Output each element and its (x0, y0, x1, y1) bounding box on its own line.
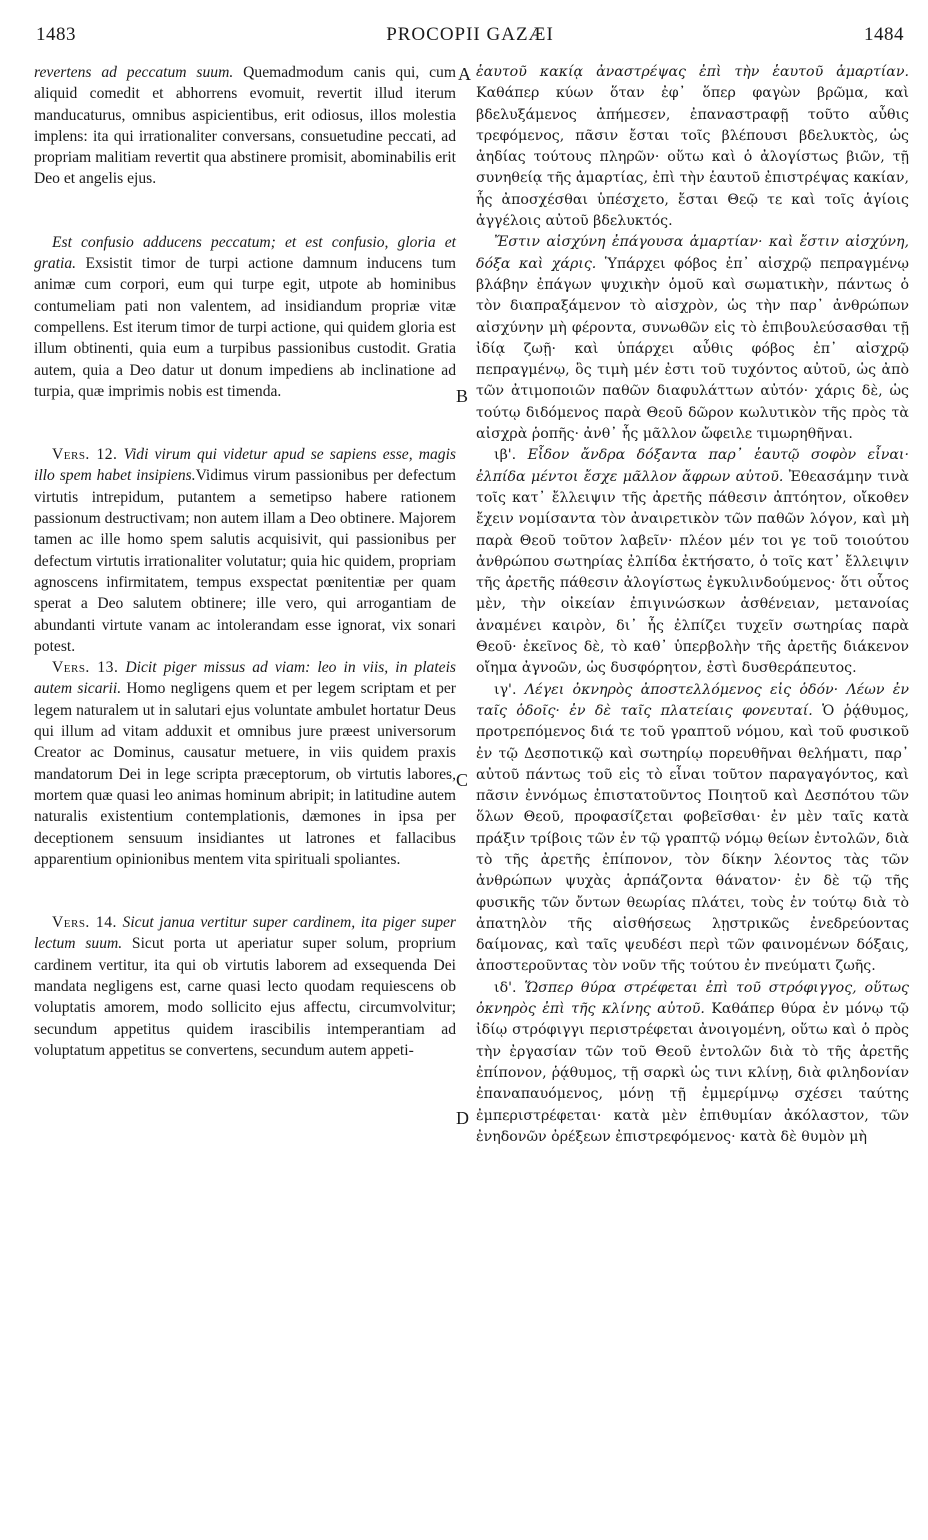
latin-text-1: Quemadmodum canis qui, cum aliquid comedit et abhorrens evomuit, revertit illud iterum manducaturus, omnibus aspicientibus, erit odiosus, illos molestia implens: ita qui irrationaliter conversans, consuetudine peccati, ad propriam malitiam revertit qua abstinere promisit, abominabilis erit Deo et angelis ejus. (34, 64, 456, 188)
greek-text-1: Καθάπερ κύων ὅταν ἐφ᾽ ὅπερ φαγὼν βρῶμα, καὶ βδελυξάμενος ἀπήμεσεν, ἐπαναστραφῇ τοῦτο αὖθις τρεφόμενος, πᾶσιν ἔσται τοῖς βλέπουσι βδελυκτὸς, ὡς ἀηδίας τούτους πληρῶν· οὕτω καὶ ὁ ἀλογίστως βιῶν, τῇ συνηθείᾳ τῆς ἁμαρτίας, ἐπὶ τὴν ἑαυτοῦ ἐπιστρέψας κακίαν, ἧς ἀποσχέσθαι ὑπέσχετο, ἔσται Θεῷ τε καὶ τοῖς ἁγίοις ἀγγέλοις αὐτοῦ βδελυκτός. (476, 85, 909, 230)
page-header (30, 8, 910, 44)
greek-paragraph-1 (476, 62, 909, 232)
greek-verse-label-14: ιδ'. (494, 979, 517, 996)
latin-text-12: Vidimus virum passionibus per defectum virtutis intrepidum, putantem a semetipso habere rationem passionum destructivam; non autem illam a Deo obtinere. Majorem tamen ac ille homo spem salutis acquisivit, qui passionibus per defectum virtutis irrationaliter volutatur; quia hic quidem, propriam agnoscens infirmitatem, tempus exspectat pœnitentiæ per quam sperat a Deo salutem obtinere; ille vero, qui arrogantiam de abundanti virtute vanam ac intolerandam esse ignorat, vix sonari potest. (34, 467, 456, 655)
latin-lemma-13: Dicit piger missus ad viam: leo in viis, in plateis autem sicarii. (34, 659, 456, 698)
margin-marker-b: B (456, 386, 469, 406)
latin-verse-13 (34, 657, 456, 870)
latin-lemma-14: Sicut janua vertitur super cardinem, ita piger super lectum suum. (34, 914, 456, 953)
latin-text-13: Homo negligens quem et per legem scriptam et per legem naturalem ut in salutari ejus voluntate ambulet hortatur Deus qui illum ad vitam adduxit et omnibus jure præest universorum Creator ac Dominus, causatur metuere, in viis quidem praxis mandatorum Dei in lege scripta præceptorum, ob virtutis labores, mortem quæ quasi leo animas hominum abripit; in latitudine autem naturalis existentium contemplationis, dæmones in ipsa per deceptionem sensuum insidiantes ut latrones et fallacibus apparentium opinionibus mentem vita spirituali spoliantes. (34, 680, 456, 868)
latin-lemma-12: Vidi virum qui videtur apud se sapiens esse, magis illo spem habet insipiens. (34, 446, 456, 485)
greek-lemma-13: Λέγει ὀκνηρὸς ἀποστελλόμενος εἰς ὁδόν· Λέων ἐν ταῖς ὁδοῖς· ἐν δὲ ταῖς πλατείαις φονευταί. (476, 681, 910, 719)
latin-text-14: Sicut porta ut aperiatur super solum, proprium cardinem vertitur, ita qui ob virtutis laborem ad exsequenda Dei mandata negligens est, carne quasi lecto quodam requiescens ob voluptatis amorem, modo sollicito ejus affectu, circumvolvitur; secundum appetitus quidem irascibilis intemperantiam ad voluptatum appetitus se convertens, secundum autem appeti- (34, 935, 456, 1059)
greek-text-14: Καθάπερ θύρα ἐν μόνῳ τῷ ἰδίῳ στρόφιγγι περιστρέφεται ἀνοιγομένη, οὕτω καὶ ὁ πρὸς τὴν ἐργασίαν τῶν τοῦ Θεοῦ ἐντολῶν διὰ τὸ τῆς ἀρετῆς ἐπίπονον, ῥᾴθυμος, τῇ σαρκὶ ὡς τινι κλίνῃ, διὰ φιληδονίαν ἐπαναπαυόμενος, μόνῃ τῇ ἐμμερίμνῳ σχέσει ταύτης ἐμπεριστρέφεται· κατὰ μὲν ἐπιθυμίαν ἀκόλαστον, τῶν ἐνηδονῶν ὀρέξεων ἐπιστρεφόμενος· κατὰ δὲ θυμὸν μὴ (476, 1001, 909, 1145)
page-number-left: 1483 (36, 24, 76, 45)
greek-verse-13 (476, 680, 909, 978)
greek-verse-label-13: ιγ'. (494, 681, 517, 698)
running-title: PROCOPII GAZÆI (386, 24, 554, 45)
greek-lemma-2: Ἔστιν αἰσχύνη ἐπάγουσα ἁμαρτίαν· καὶ ἔστιν αἰσχύνη, δόξα καὶ χάρις. (476, 234, 909, 272)
margin-marker-d: D (456, 1108, 469, 1128)
greek-verse-12 (476, 445, 909, 679)
latin-paragraph-2 (34, 232, 456, 402)
greek-text-2: Ὑπάρχει φόβος ἐπ᾽ αἰσχρῷ πεπραγμένῳ βλάβην ἐπάγων ψυχικὴν ὁμοῦ καὶ σωματικὴν, πάντως ὁ τὸν διαπραξάμενον τὸ αἰσχρὸν, ὡς τὴν παρ᾽ ἀνθρώπων αἰσχύνην μὴ φέροντα, συνωθῶν εἰς τὸ ἐπιβουλεύσασθαι τῇ ἰδίᾳ ζωῇ· καὶ ὑπάρχει αὖθις φόβος ἐπ᾽ αἰσχρῷ πεπραγμένῳ, ὃς τιμὴ μέν ἐστι τοῦ τυχόντος αὐτοῦ, ὡς ἀπὸ τῶν ἀτιμοποιῶν παθῶν διαφυλάττων αὐτόν· χάρις δὲ, ὡς τούτῳ διδόμενος παρὰ Θεοῦ δῶρον κωλυτικὸν τῆς πρὸς τὰ αἰσχρὰ ῥοπῆς· ἀνθ᾽ ἧς μᾶλλον ὤφειλε τιμωρηθῆναι. (476, 255, 909, 443)
margin-marker-a: A (458, 64, 471, 84)
page-number-right: 1484 (864, 24, 904, 45)
greek-text-13: Ὁ ῥᾴθυμος, προτρεπόμενος διά τε τοῦ γραπτοῦ νόμου, καὶ τοῦ φυσικοῦ ἐν τῷ Δεσποτικῷ καὶ σωτηρίῳ πορευθῆναι θελήματι, παρ᾽ αὐτοῦ πάντως τοῦ εἰς τὸ εἶναι τοῦτον παραγαγόντος, καὶ πᾶσιν ἐννόμως ἐπιστατοῦντος Ποιητοῦ καὶ Δεσπότου τῶν ὅλων Θεοῦ, προφασίζεται φοβεῖσθαι· ἐν μὲν ταῖς κατὰ πράξιν τρίβοις τῶν ἐν τῷ γραπτῷ νόμῳ θείων ἐντολῶν, διὰ τὸ τῆς ἀρετῆς ἐπίπονον, τὸν δίκην λέοντος τὰς τῶν ἀνθρώπων ψυχὰς ἁρπάζοντα θάνατον· ἐν δὲ τῷ τῆς φυσικῆς τῶν ὄντων θεωρίας πλάτει, τοὺς ἐν τούτῳ διὰ τὸ ἀπατηλὸν τῆς αἰσθήσεως λῃστρικῶς ἐνεδρεύοντας δαίμονας, καὶ ταῖς ψευδέσι περὶ τῶν φαινομένων δόξαις, ἀποστεροῦντας τὸν νοῦν τῆς τούτου ἐν πνεύματι ζωῆς. (476, 702, 909, 975)
greek-lemma-12: Εἶδον ἄνδρα δόξαντα παρ᾽ ἑαυτῷ σοφὸν εἶναι· ἐλπίδα μέντοι ἔσχε μᾶλλον ἄφρων αὐτοῦ. (476, 447, 909, 485)
latin-text-2: Exsistit timor de turpi actione damnum inducens tum animæ cum corpori, eum qui turpe egit, utpote ab hominibus contumeliam pati non valentem, ad insidiandum propriæ vitæ compellens. Est iterum timor de turpi actione, qui quidem gloria est illum obtinenti, quia eum a turpibus passionibus custodit. Gratia autem, quia a Deo datur ut donum impediens ab inclinatione ad turpia, quæ imprimis nobis est timenda. (34, 255, 456, 400)
greek-text-12: Ἐθεασάμην τινὰ τοῖς κατ᾽ ἔλλειψιν τῆς ἀρετῆς πάθεσιν ἀπτόητον, οἴκοθεν ἔχειν νομίσαντα τὸν ἀναιρετικὸν τῶν παθῶν λόγον, καὶ μὴ παρὰ Θεοῦ τοῦτον λαβεῖν· πλέον μέν τοι γε τοῦ τοιούτου ἀνθρώπου σωτηρίας ἐλπίδα ἐκτήσατο, ὁ τοῖς κατ᾽ ἔλλειψιν τῆς ἀρετῆς πάθεσιν ἀλογίστως ἐγκυλινδούμενος· ὅτι οὗτος μὲν, τὴν οἰκείαν ἐπιγινώσκων ἀσθένειαν, μετανοίας ἀναμένει καιρὸν, δι᾽ ἧς ἐλπίζει τυχεῖν σωτηρίας παρὰ Θεοῦ· ἐκεῖνος δὲ, τὸ καθ᾽ ὑπερβολὴν τῆς ἀρετῆς διάκενον οἴημα ἀγνοῶν, ὡς δυσφόρητον, ἐστὶ δυσθεράπευτος. (476, 468, 909, 677)
verse-label-12: Vers. 12. (52, 446, 118, 464)
greek-lemma-1: ἑαυτοῦ κακίᾳ ἀναστρέψας ἐπὶ τὴν ἑαυτοῦ ἁμαρτίαν. (476, 64, 909, 80)
latin-verse-12 (34, 444, 456, 657)
latin-lemma-2: Est confusio adducens peccatum; et est confusio, gloria et gratia. (34, 233, 456, 273)
latin-verse-14 (34, 912, 456, 1061)
greek-lemma-14: Ὥσπερ θύρα στρέφεται ἐπὶ τοῦ στρόφιγγος, οὕτως ὀκνηρὸς ἐπὶ τῆς κλίνης αὐτοῦ. (476, 979, 909, 1018)
latin-lemma-1: revertens ad peccatum suum. (34, 64, 234, 81)
latin-paragraph-1 (34, 62, 456, 190)
greek-verse-label-12: ιβ'. (494, 447, 517, 464)
verse-label-14: Vers. 14. (52, 914, 117, 932)
greek-column (476, 62, 909, 1148)
latin-column (34, 62, 456, 1061)
verse-label-13: Vers. 13. (52, 659, 119, 677)
margin-marker-c: C (456, 770, 469, 790)
greek-verse-14 (476, 978, 909, 1148)
greek-paragraph-2 (476, 232, 909, 445)
